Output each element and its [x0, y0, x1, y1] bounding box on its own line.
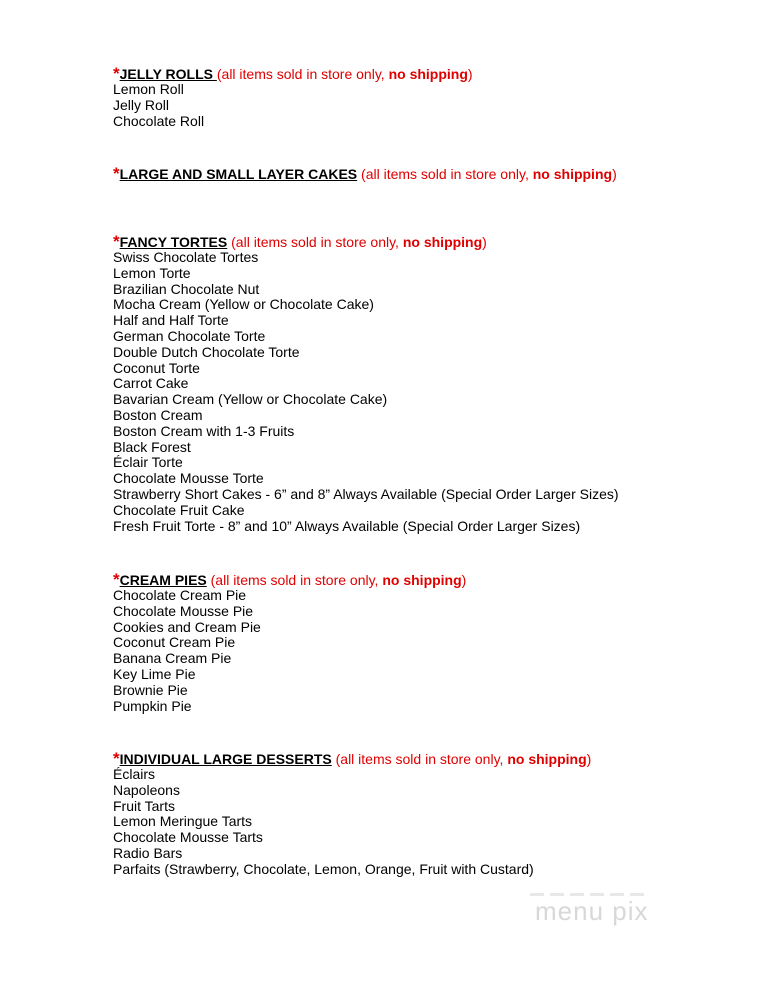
- list-item: Carrot Cake: [113, 375, 189, 392]
- list-item: Chocolate Mousse Tarts: [113, 829, 263, 846]
- asterisk: *: [113, 164, 120, 183]
- list-item: German Chocolate Torte: [113, 327, 266, 344]
- list-item: Key Lime Pie: [113, 665, 196, 682]
- section-title: FANCY TORTES: [119, 234, 228, 250]
- list-item: Pumpkin Pie: [113, 697, 192, 714]
- asterisk: *: [113, 749, 120, 768]
- list-item: Chocolate Fruit Cake: [113, 501, 245, 518]
- list-item: Napoleons: [113, 781, 180, 798]
- section-heading: [113, 751, 591, 767]
- shipping-note: (all items sold in store only, no shipping): [216, 66, 473, 82]
- asterisk: *: [113, 570, 120, 589]
- asterisk: *: [113, 64, 120, 83]
- list-item: Brownie Pie: [113, 681, 188, 698]
- list-item: Boston Cream with 1-3 Fruits: [113, 422, 295, 439]
- section-title: JELLY ROLLS: [119, 66, 217, 82]
- section-title: CREAM PIES: [119, 572, 207, 588]
- list-item: Chocolate Roll: [113, 112, 205, 129]
- list-item: Chocolate Mousse Pie: [113, 602, 254, 619]
- section-individual-desserts: [113, 751, 591, 878]
- section-fancy-tortes: [113, 234, 619, 534]
- list-item: Coconut Torte: [113, 359, 200, 376]
- asterisk: *: [113, 232, 120, 251]
- item-list: [113, 82, 473, 129]
- list-item: Jelly Roll: [113, 96, 170, 113]
- section-heading: [113, 66, 473, 82]
- list-item: Bavarian Cream (Yellow or Chocolate Cake): [113, 391, 388, 408]
- item-list: [113, 767, 591, 878]
- list-item: Fresh Fruit Torte - 8” and 10” Always Available (Special Order Larger Sizes): [113, 517, 581, 534]
- section-heading: [113, 572, 466, 588]
- shipping-note: (all items sold in store only, no shipping): [231, 234, 487, 250]
- list-item: Brazilian Chocolate Nut: [113, 280, 260, 297]
- watermark-logo: menu pix: [535, 896, 649, 926]
- list-item: Black Forest: [113, 438, 191, 455]
- item-list: [113, 588, 466, 714]
- list-item: Half and Half Torte: [113, 312, 229, 329]
- list-item: Chocolate Cream Pie: [113, 587, 247, 603]
- item-list: [113, 250, 619, 534]
- list-item: Swiss Chocolate Tortes: [113, 249, 259, 265]
- list-item: Parfaits (Strawberry, Chocolate, Lemon, Orange, Fruit with Custard): [113, 860, 534, 877]
- list-item: Éclair Torte: [113, 454, 183, 471]
- section-jelly-rolls: [113, 66, 473, 129]
- list-item: Chocolate Mousse Torte: [113, 470, 264, 487]
- list-item: Banana Cream Pie: [113, 650, 232, 667]
- section-heading: [113, 234, 619, 250]
- shipping-note: (all items sold in store only, no shipping): [210, 572, 467, 588]
- list-item: Boston Cream: [113, 406, 203, 423]
- list-item: Double Dutch Chocolate Torte: [113, 343, 300, 360]
- section-cream-pies: [113, 572, 466, 714]
- list-item: Lemon Torte: [113, 264, 191, 281]
- shipping-note: (all items sold in store only, no shipping): [335, 751, 592, 767]
- shipping-note: (all items sold in store only, no shipping): [361, 166, 617, 182]
- list-item: Éclairs: [113, 766, 156, 782]
- watermark-rule: [530, 883, 680, 889]
- list-item: Coconut Cream Pie: [113, 634, 236, 651]
- list-item: Fruit Tarts: [113, 797, 175, 814]
- list-item: Mocha Cream (Yellow or Chocolate Cake): [113, 296, 374, 313]
- section-title: LARGE AND SMALL LAYER CAKES: [119, 166, 358, 182]
- list-item: Radio Bars: [113, 844, 183, 861]
- list-item: Cookies and Cream Pie: [113, 618, 261, 635]
- section-layer-cakes: [113, 166, 617, 182]
- section-title: INDIVIDUAL LARGE DESSERTS: [119, 751, 332, 767]
- section-heading: [113, 166, 617, 182]
- list-item: Strawberry Short Cakes - 6” and 8” Always Available (Special Order Larger Sizes): [113, 485, 619, 502]
- list-item: Lemon Roll: [113, 81, 184, 97]
- list-item: Lemon Meringue Tarts: [113, 813, 253, 830]
